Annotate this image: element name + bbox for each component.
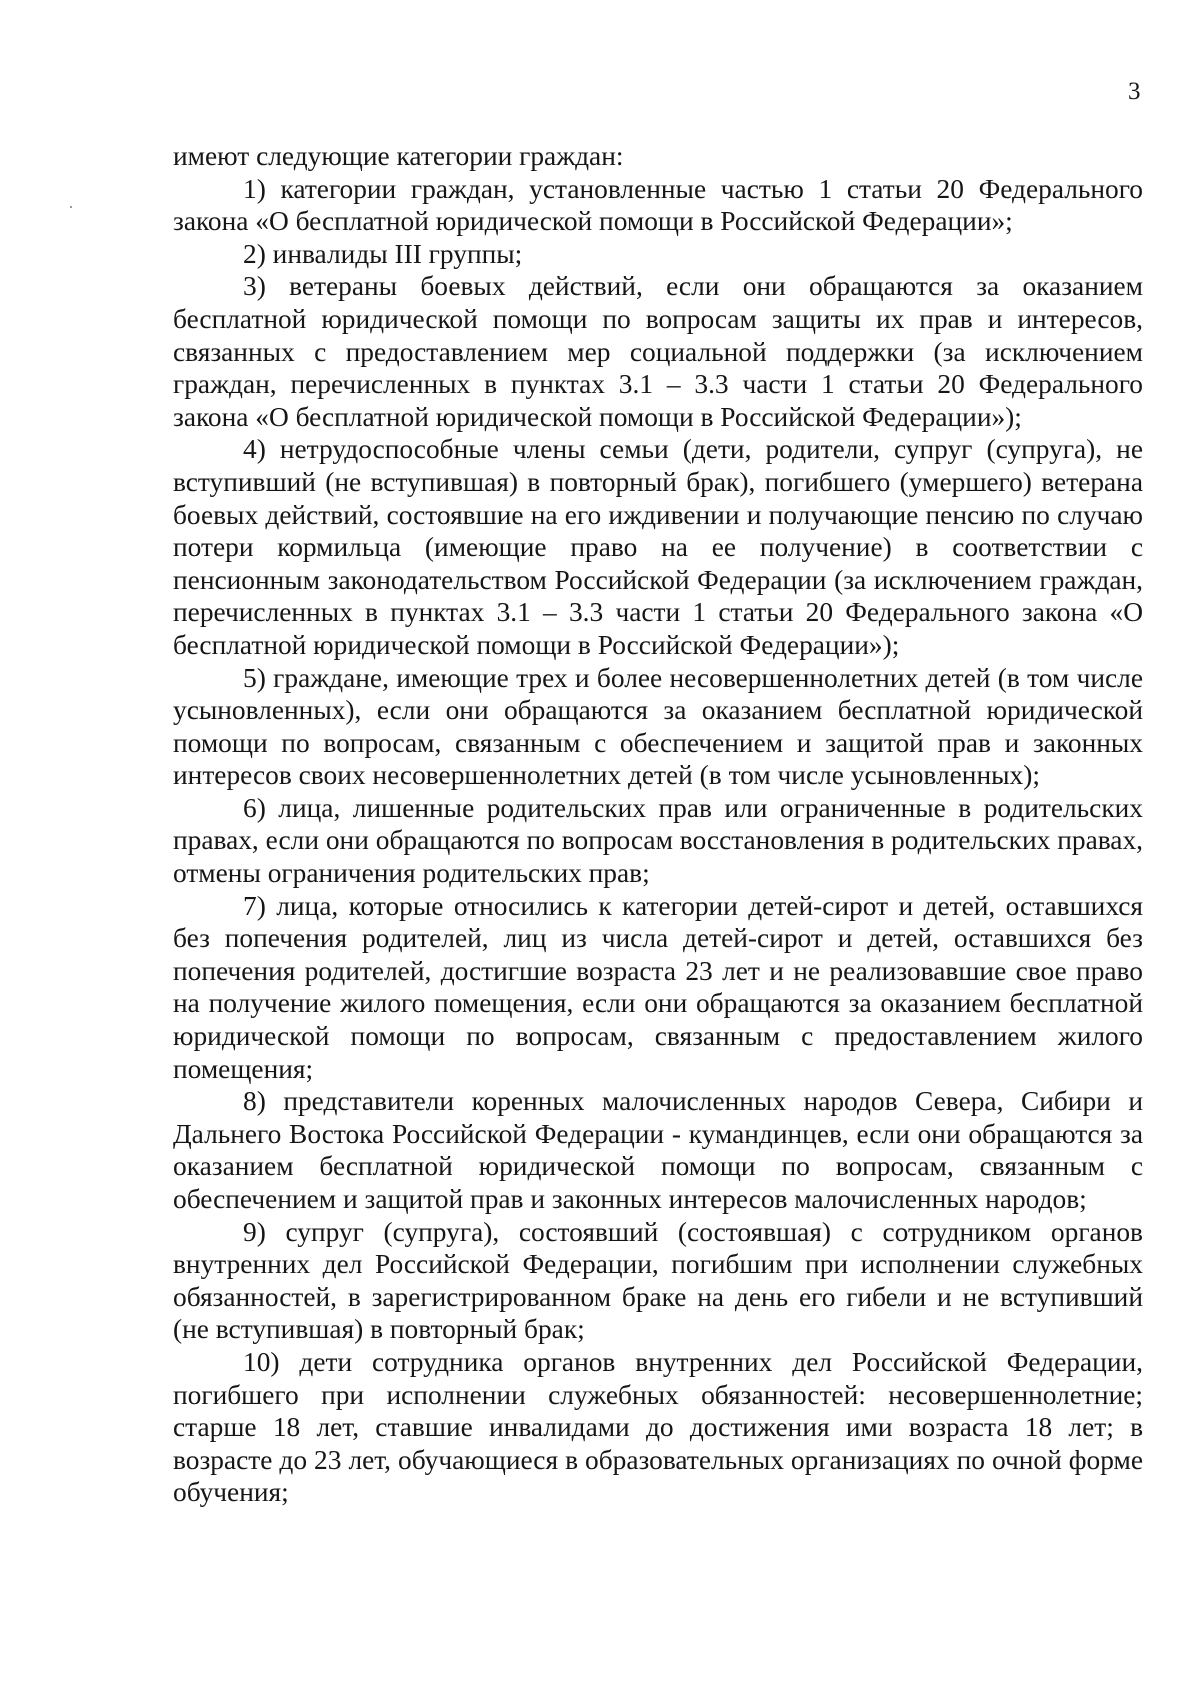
list-item-7: 7) лица, которые относились к категории детей-сирот и детей, оставшихся без попечения родителей, лиц из числа детей-сирот и детей, оставшихся без попечения родителей, достигшие возраста 23 лет и не реализовавшие свое право на получение жилого помещения, если они обращаются за оказанием бесплатной юридической помощи по вопросам, связанным с предоставлением жилого помещения;	[173, 890, 1143, 1084]
page-number: 3	[1128, 78, 1141, 105]
list-item-10: 10) дети сотрудника органов внутренних дел Российской Федерации, погибшего при исполнении служебных обязанностей: несовершеннолетние; старше 18 лет, ставшие инвалидами до достижения ими возраста 18 лет; в возрасте до 23 лет, обучающиеся в образовательных организациях по очной форме обучения;	[173, 1346, 1143, 1508]
list-item-3: 3) ветераны боевых действий, если они обращаются за оказанием бесплатной юридической помощи по вопросам защиты их прав и интересов, связанных с предоставлением мер социальной поддержки (за исключением граждан, перечисленных в пунктах 3.1 – 3.3 части 1 статьи 20 Федерального закона «О бесплатной юридической помощи в Российской Федерации»);	[173, 271, 1143, 432]
list-item-5: 5) граждане, имеющие трех и более несовершеннолетних детей (в том числе усыновленных), если они обращаются за оказанием бесплатной юридической помощи по вопросам, связанным с обеспечением и защитой прав и законных интересов своих несовершеннолетних детей (в том числе усыновленных);	[173, 662, 1143, 791]
list-item-8: 8) представители коренных малочисленных народов Севера, Сибири и Дальнего Востока Российской Федерации - кумандинцев, если они обращаются за оказанием бесплатной юридической помощи по вопросам, связанным с обеспечением и защитой прав и законных интересов малочисленных народов;	[173, 1086, 1143, 1214]
list-item-4: 4) нетрудоспособные члены семьи (дети, родители, супруг (супруга), не вступивший (не вступившая) в повторный брак), погибшего (умершего) ветерана боевых действий, состоявшие на его иждивении и получающие пенсию по случаю потери кормильца (имеющие право на ее получение) в соответствии с пенсионным законодательством Российской Федерации (за исключением граждан, перечисленных в пунктах 3.1 – 3.3 части 1 статьи 20 Федерального закона «О бесплатной юридической помощи в Российской Федерации»);	[173, 434, 1143, 660]
document-body	[173, 140, 1143, 1509]
list-item-2: 2) инвалиды III группы;	[243, 238, 523, 269]
scan-speck	[70, 206, 72, 208]
list-item-1: 1) категории граждан, установленные частью 1 статьи 20 Федерального закона «О бесплатной юридической помощи в Российской Федерации»;	[173, 173, 1143, 237]
list-item-6: 6) лица, лишенные родительских прав или ограниченные в родительских правах, если они обращаются по вопросам восстановления в родительских правах, отмены ограничения родительских прав;	[173, 792, 1143, 889]
list-item-9: 9) супруг (супруга), состоявший (состоявшая) с сотрудником органов внутренних дел Российской Федерации, погибшим при исполнении служебных обязанностей, в зарегистрированном браке на день его гибели и не вступивший (не вступившая) в повторный брак;	[173, 1216, 1143, 1345]
intro-line: имеют следующие категории граждан:	[173, 141, 624, 171]
